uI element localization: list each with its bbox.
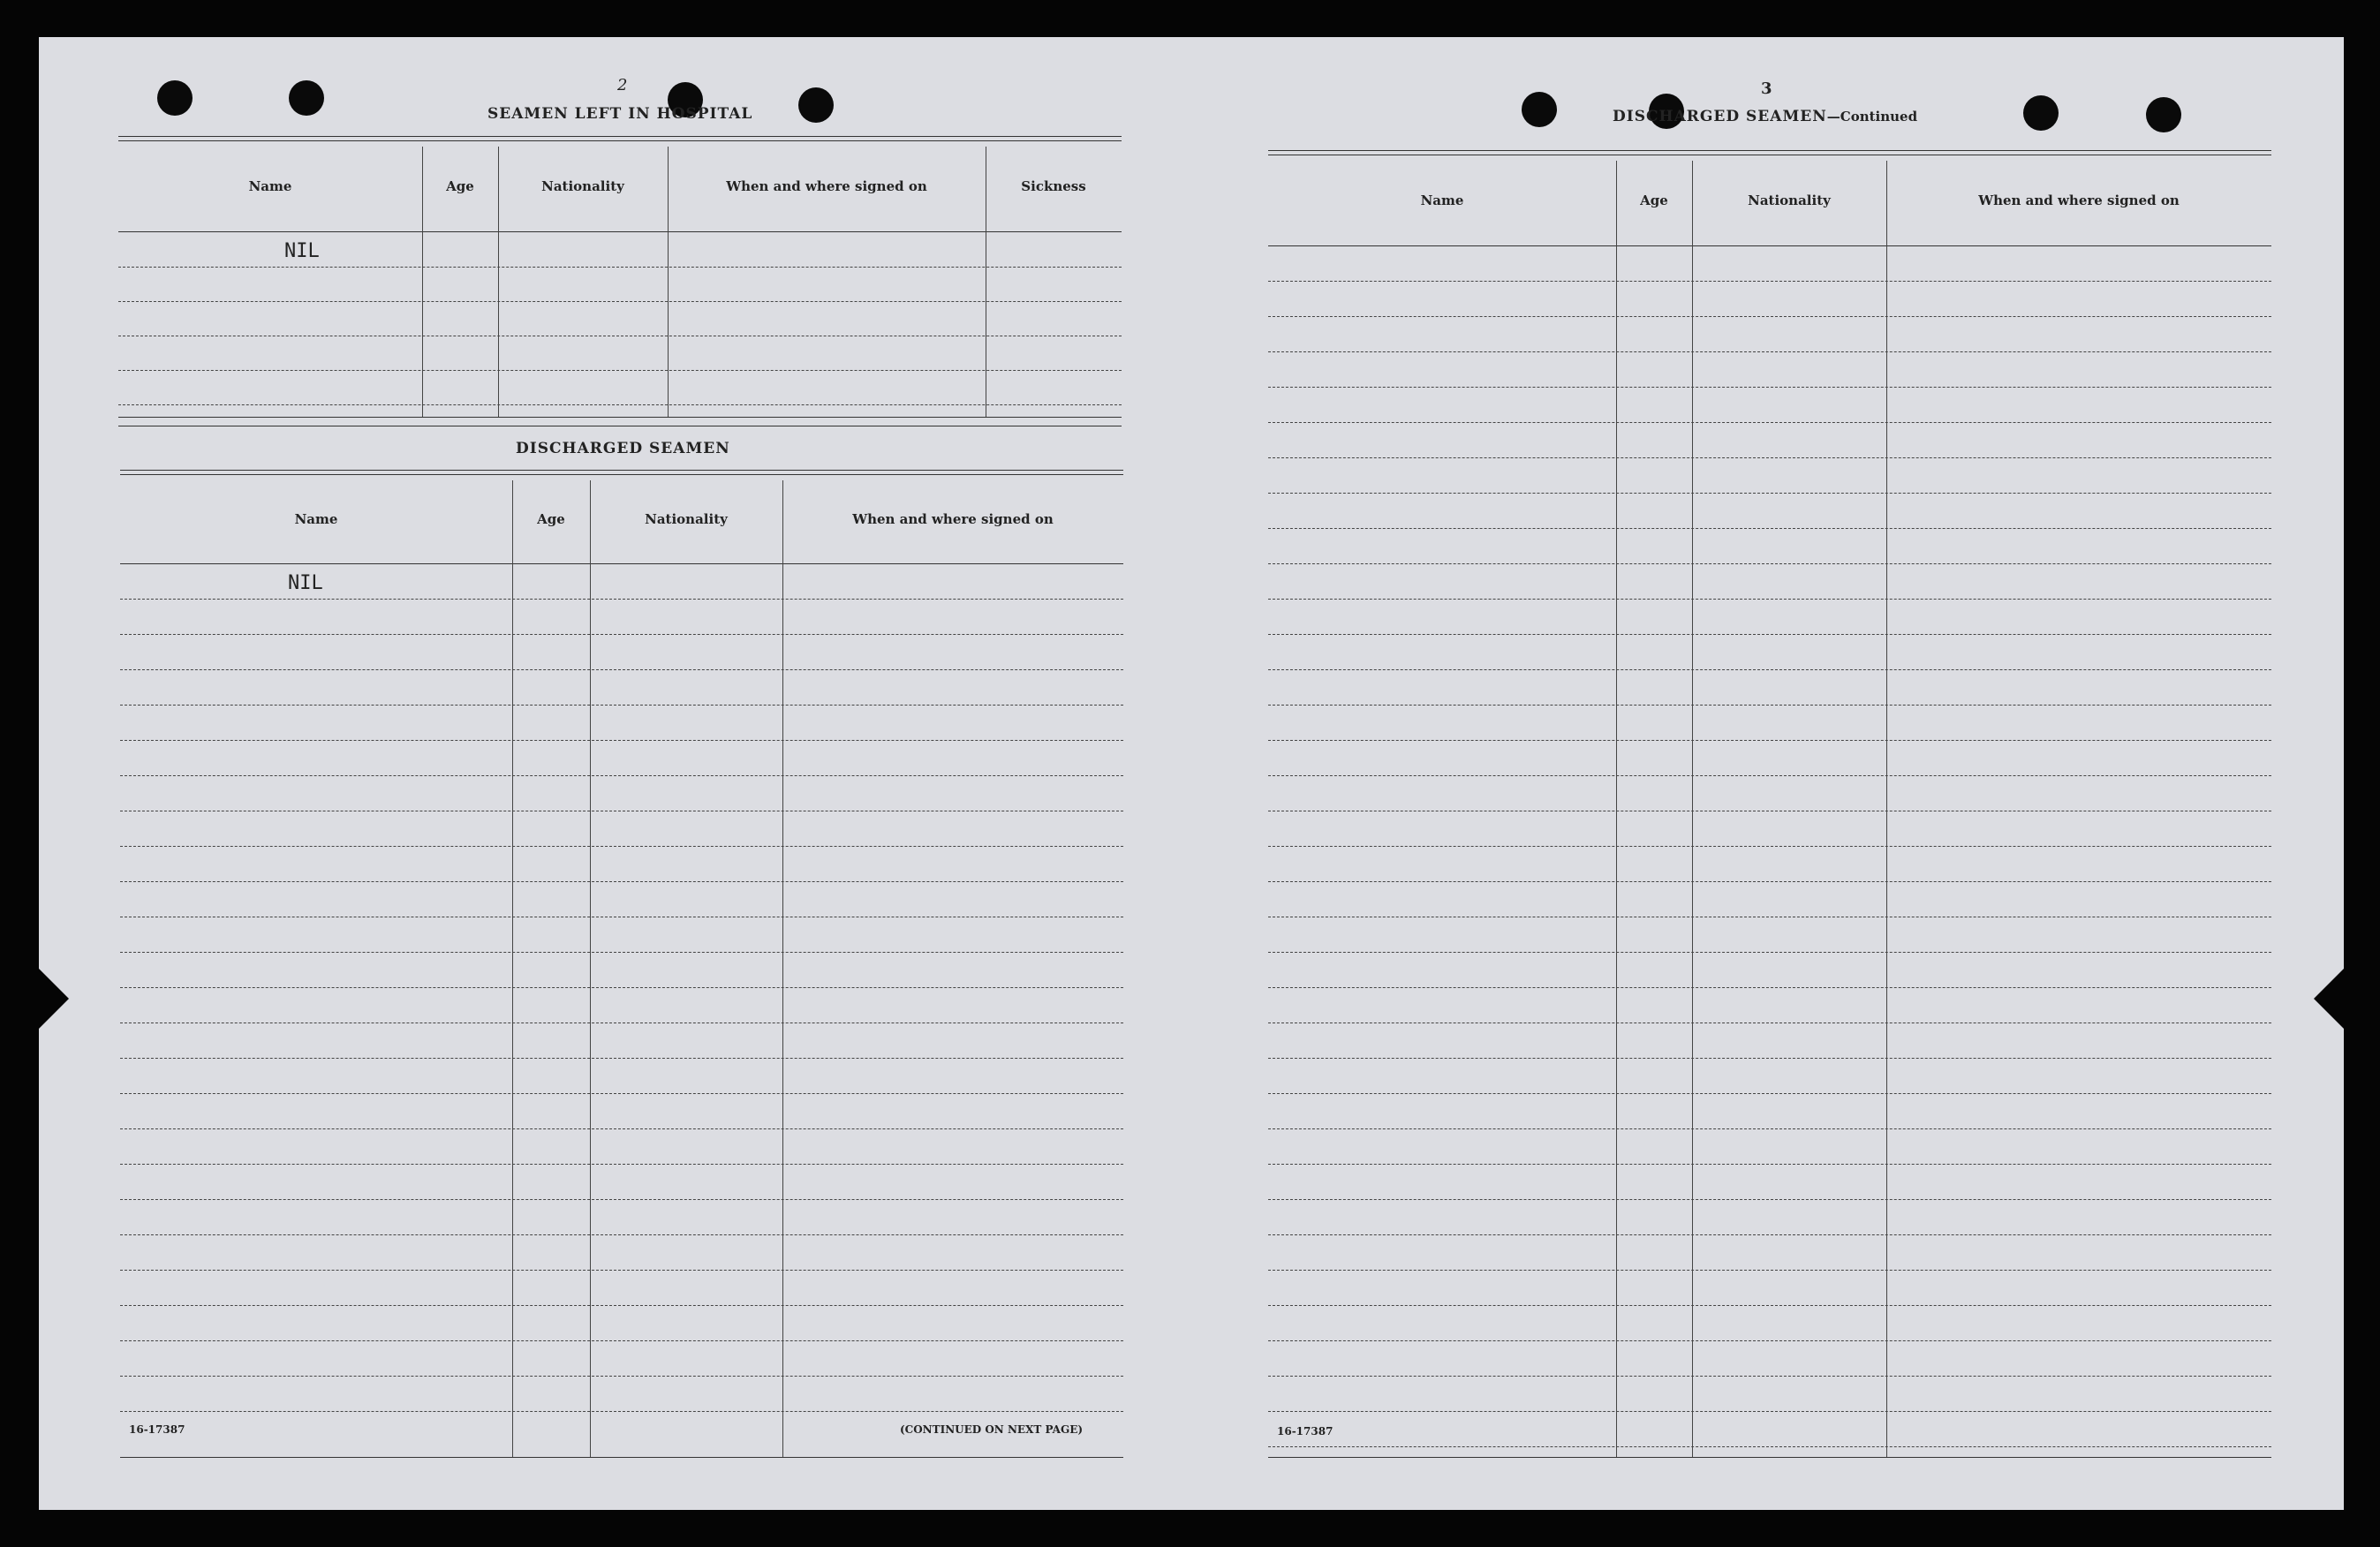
table-row <box>120 599 1123 600</box>
column-header: Nationality <box>541 178 624 194</box>
continued-note: (CONTINUED ON NEXT PAGE) <box>900 1423 1084 1436</box>
table-row <box>120 669 1123 670</box>
column-header: Name <box>294 511 338 527</box>
page-number-left: 2 <box>617 76 628 94</box>
table-row <box>1268 1093 2271 1094</box>
table-row <box>118 267 1122 268</box>
table-row <box>1268 775 2271 776</box>
punch-hole <box>157 80 193 116</box>
table-row <box>120 1340 1123 1341</box>
table-row <box>1268 1058 2271 1059</box>
rule <box>120 470 1123 471</box>
table-row <box>120 705 1123 706</box>
column-header: Nationality <box>1748 192 1831 208</box>
rule <box>1268 150 2271 151</box>
table-row <box>120 1093 1123 1094</box>
column-header: Sickness <box>1021 178 1086 194</box>
table-row <box>1268 316 2271 317</box>
punch-hole <box>798 87 834 123</box>
rule <box>118 136 1122 137</box>
table-row <box>1268 1128 2271 1129</box>
rule <box>118 140 1122 141</box>
table-row <box>120 1411 1123 1412</box>
table-row <box>120 1305 1123 1306</box>
table-row <box>1268 351 2271 352</box>
table-row <box>1268 1164 2271 1165</box>
table-row <box>1268 1199 2271 1200</box>
table-row <box>120 1376 1123 1377</box>
table-row <box>1268 634 2271 635</box>
column-divider <box>668 147 669 417</box>
rule <box>120 474 1123 475</box>
section-title-hospital: SEAMEN LEFT IN HOSPITAL <box>487 105 753 123</box>
table-row <box>1268 1376 2271 1377</box>
entry-nil: NIL <box>284 240 320 262</box>
column-divider <box>512 480 513 1457</box>
column-divider <box>498 147 499 417</box>
punch-hole <box>2146 97 2181 132</box>
column-header: Age <box>446 178 474 194</box>
header-underline <box>120 563 1123 564</box>
discharged-continued-table <box>1268 161 2271 1459</box>
form-number-left: 16-17387 <box>129 1423 185 1436</box>
table-bottom <box>118 417 1122 418</box>
column-header: Age <box>537 511 565 527</box>
column-header: Name <box>248 178 292 194</box>
section-title-discharged: DISCHARGED SEAMEN <box>516 440 730 457</box>
table-row <box>1268 1340 2271 1341</box>
page-number-right: 3 <box>1761 79 1772 98</box>
table-row <box>120 846 1123 847</box>
table-row <box>120 1270 1123 1271</box>
table-row <box>120 952 1123 953</box>
column-header: Age <box>1640 192 1668 208</box>
table-row <box>1268 987 2271 988</box>
column-divider <box>1886 161 1887 1457</box>
table-row <box>120 775 1123 776</box>
table-row <box>1268 493 2271 494</box>
table-row <box>1268 457 2271 458</box>
table-row <box>1268 563 2271 564</box>
form-number-right: 16-17387 <box>1277 1425 1334 1438</box>
table-row <box>118 301 1122 302</box>
column-divider <box>1692 161 1693 1457</box>
column-divider <box>422 147 423 417</box>
table-row <box>120 1234 1123 1235</box>
table-row <box>1268 1234 2271 1235</box>
column-divider <box>782 480 783 1457</box>
discharged-table <box>120 480 1123 1460</box>
table-row <box>1268 669 2271 670</box>
punch-hole <box>289 80 324 116</box>
punch-hole <box>1522 92 1557 127</box>
table-row <box>1268 705 2271 706</box>
entry-nil: NIL <box>288 572 323 594</box>
table-row <box>1268 1270 2271 1271</box>
table-row <box>120 881 1123 882</box>
table-row <box>120 634 1123 635</box>
section-title-discharged-continued <box>1613 108 1917 125</box>
hospital-table <box>118 147 1122 429</box>
table-row <box>1268 881 2271 882</box>
table-row <box>120 1164 1123 1165</box>
table-row <box>120 740 1123 741</box>
table-bottom <box>1268 1457 2271 1458</box>
table-row <box>1268 1446 2271 1447</box>
table-row <box>120 987 1123 988</box>
punch-hole <box>2023 95 2059 131</box>
left-notch <box>39 969 69 1029</box>
column-header: Name <box>1420 192 1464 208</box>
column-divider <box>590 480 591 1457</box>
table-row <box>118 370 1122 371</box>
column-header: When and where signed on <box>852 511 1054 527</box>
table-row <box>1268 599 2271 600</box>
table-row <box>1268 281 2271 282</box>
table-row <box>1268 952 2271 953</box>
right-notch <box>2314 969 2344 1029</box>
table-row <box>118 404 1122 405</box>
column-header: When and where signed on <box>1978 192 2180 208</box>
table-row <box>120 1058 1123 1059</box>
table-row <box>120 1199 1123 1200</box>
section-title-suffix: —Continued <box>1826 109 1918 125</box>
table-row <box>1268 740 2271 741</box>
table-row <box>1268 422 2271 423</box>
column-header: When and where signed on <box>726 178 927 194</box>
column-divider <box>1616 161 1617 1457</box>
table-row <box>1268 387 2271 388</box>
table-row <box>120 1128 1123 1129</box>
section-title-text: DISCHARGED SEAMEN <box>1613 108 1827 125</box>
header-underline <box>118 231 1122 232</box>
table-bottom <box>120 1457 1123 1458</box>
column-header: Nationality <box>645 511 728 527</box>
table-row <box>1268 528 2271 529</box>
header-underline <box>1268 245 2271 246</box>
table-row <box>1268 1305 2271 1306</box>
table-row <box>1268 846 2271 847</box>
table-row <box>1268 1411 2271 1412</box>
document-sheet <box>39 37 2344 1510</box>
